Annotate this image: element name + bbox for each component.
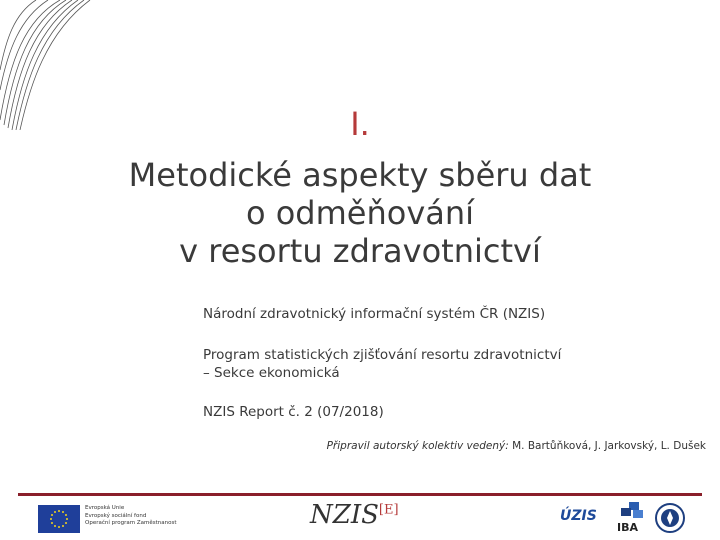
credit-prefix: Připravil autorský kolektiv vedený: [326,440,509,452]
eu-flag-icon [38,505,80,533]
eu-line-1: Evropská Unie [85,505,125,511]
info-report: NZIS Report č. 2 (07/2018) [203,404,384,420]
eu-line-3: Operační program Zaměstnanost [85,520,177,526]
uzis-logo: ÚZIS [560,508,597,524]
info-program: Program statistických zjišťování resortu zdravotnictví [203,347,562,363]
title-line-1: Metodické aspekty sběru dat [128,156,592,194]
slide-title [0,156,720,270]
iba-logo-text: IBA [617,521,638,534]
footer-divider [18,493,702,496]
eu-logo-text [85,505,176,528]
info-section: – Sekce ekonomická [203,365,340,381]
title-line-2: o odměňování [245,194,475,232]
authors-credit [327,440,706,452]
credit-names: M. Bartůňková, J. Jarkovský, L. Dušek [512,440,706,452]
section-number: I. [350,105,370,143]
title-line-3: v resortu zdravotnictví [179,232,541,270]
nzis-logo-text: NZIS [310,500,379,530]
nzis-logo-sup: [E] [378,502,399,518]
iba-logo [617,502,649,534]
iba-blocks-icon [617,502,649,522]
info-nzis: Národní zdravotnický informační systém ČR (NZIS) [203,306,546,322]
university-seal-icon [655,503,685,533]
eu-line-2: Evropský sociální fond [85,512,147,519]
nzis-logo [310,500,399,530]
